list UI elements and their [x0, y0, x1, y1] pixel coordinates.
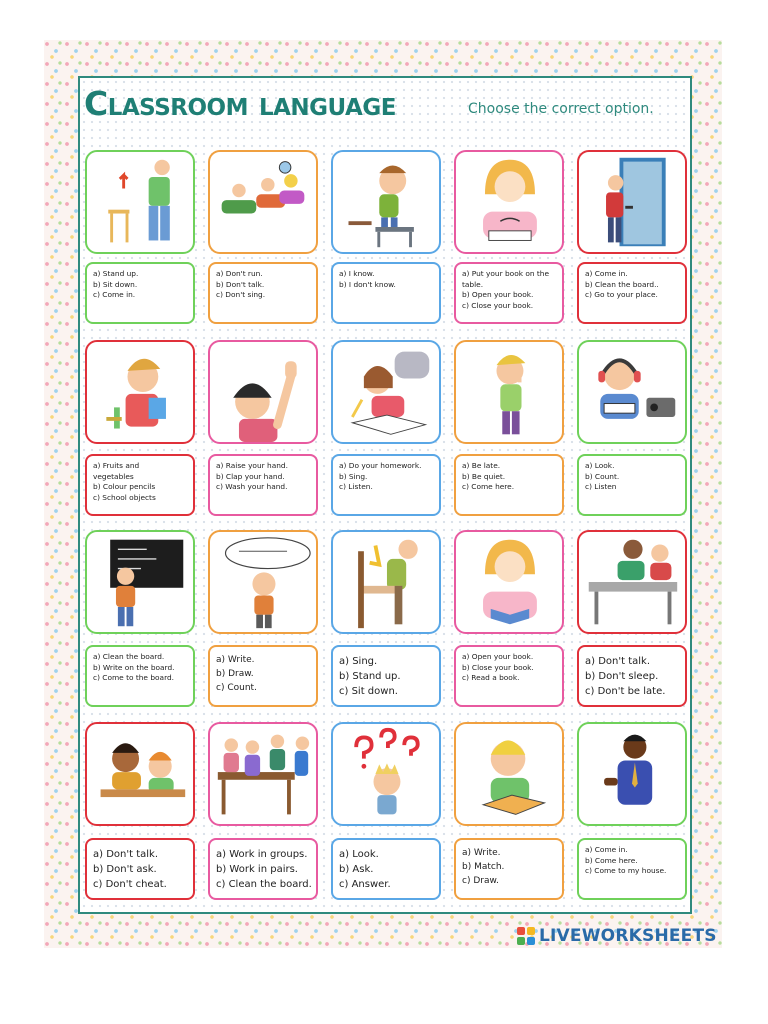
option-line: b) Don't sleep. — [585, 671, 659, 682]
children-running-icon — [208, 150, 318, 254]
options-box — [85, 454, 195, 516]
option-line: c) Come to my house. — [585, 866, 667, 875]
option-line: c) Listen. — [339, 482, 373, 491]
option-line: b) Work in pairs. — [216, 864, 298, 875]
option-line: a) Fruits and — [93, 461, 140, 470]
option-line: a) Come in. — [585, 269, 628, 278]
option-line: b) Sit down. — [93, 279, 138, 289]
man-sitting-down-icon — [331, 530, 441, 634]
girl-opening-book-icon — [454, 530, 564, 634]
boy-with-school-objects-icon — [85, 340, 195, 444]
option-line: b) Sing. — [339, 471, 368, 481]
options-box — [85, 645, 195, 707]
options-box — [208, 262, 318, 324]
options-box — [454, 454, 564, 516]
option-line: b) Don't talk. — [216, 279, 265, 289]
option-line: c) Come in. — [93, 290, 136, 299]
boy-thinking-icon — [331, 150, 441, 254]
option-line: c) Listen — [585, 482, 617, 491]
options-box — [454, 262, 564, 324]
option-line: a) Open your book. — [462, 652, 534, 661]
options-box — [577, 838, 687, 900]
option-line: a) Stand up. — [93, 269, 139, 278]
option-line: c) Read a book. — [462, 673, 520, 682]
option-line: b) Count. — [585, 471, 620, 481]
option-line: b) Clean the board.. — [585, 279, 659, 289]
options-box — [331, 838, 441, 900]
option-line: a) Don't talk. — [93, 849, 159, 860]
boy-matching-icon — [454, 722, 564, 826]
option-line: a) Raise your hand. — [216, 461, 288, 470]
boy-counting-icon — [208, 530, 318, 634]
options-box — [331, 645, 441, 707]
option-line: b) Ask. — [339, 864, 374, 875]
option-line: a) Come in. — [585, 845, 628, 854]
option-line: b) Write on the board. — [93, 662, 175, 672]
option-line: c) Draw. — [462, 876, 499, 886]
option-line: a) Do your homework. — [339, 461, 422, 470]
option-line: c) Don't cheat. — [93, 879, 167, 890]
option-line: a) Be late. — [462, 461, 501, 470]
options-box — [577, 645, 687, 707]
option-line: c) Don't be late. — [585, 686, 666, 697]
option-line: a) Don't talk. — [585, 656, 651, 667]
options-box — [208, 454, 318, 516]
pupil-standing-up-icon — [85, 150, 195, 254]
option-line: b) Close your book. — [462, 662, 534, 672]
option-line: c) Count. — [216, 683, 257, 693]
logo-mark-icon — [517, 927, 537, 945]
children-in-group-icon — [208, 722, 318, 826]
teacher-waving-icon — [577, 722, 687, 826]
option-line: b) I don't know. — [339, 279, 396, 289]
option-line: a) Look. — [585, 461, 615, 470]
option-line: c) Clean the board. — [216, 879, 312, 890]
boy-at-blackboard-icon — [85, 530, 195, 634]
option-line: c) Close your book. — [462, 300, 534, 310]
options-box — [454, 838, 564, 900]
options-box — [85, 262, 195, 324]
option-line: b) Draw. — [216, 669, 254, 679]
option-line: a) Clean the board. — [93, 652, 165, 661]
girl-closing-book-icon — [454, 150, 564, 254]
options-box — [331, 454, 441, 516]
pupils-sleeping-at-desk-icon — [577, 530, 687, 634]
options-box — [577, 454, 687, 516]
option-line: vegetables — [93, 471, 134, 481]
option-line: c) Answer. — [339, 879, 391, 890]
option-line: c) Don't sing. — [216, 290, 266, 299]
option-line: c) School objects — [93, 492, 156, 502]
options-box — [577, 262, 687, 324]
option-line: c) Come to the board. — [93, 673, 175, 682]
brand-name: LIVEWORKSHEETS — [539, 926, 717, 946]
option-line: a) Write. — [462, 848, 501, 858]
boy-at-door-icon — [577, 150, 687, 254]
options-box — [208, 838, 318, 900]
options-box — [208, 645, 318, 707]
girl-shushing-icon — [454, 340, 564, 444]
option-line: b) Stand up. — [339, 671, 401, 682]
children-cheating-icon — [85, 722, 195, 826]
options-box — [331, 262, 441, 324]
option-line: b) Come here. — [585, 855, 638, 865]
option-line: b) Clap your hand. — [216, 471, 285, 481]
option-line: b) Open your book. — [462, 290, 534, 299]
option-line: a) Sing. — [339, 656, 378, 667]
option-line: a) Write. — [216, 655, 255, 665]
girl-raising-hand-icon — [208, 340, 318, 444]
option-line: b) Don't ask. — [93, 864, 157, 875]
option-line: c) Go to your place. — [585, 290, 658, 299]
option-line: c) Wash your hand. — [216, 482, 288, 491]
instruction-text: Choose the correct option. — [468, 101, 654, 117]
option-line: a) Look. — [339, 849, 379, 860]
option-line: a) Work in groups. — [216, 849, 308, 860]
options-box — [85, 838, 195, 900]
liveworksheets-logo[interactable] — [517, 925, 717, 947]
boy-with-headphones-icon — [577, 340, 687, 444]
option-line: b) Be quiet. — [462, 471, 506, 481]
options-box — [454, 645, 564, 707]
option-line: b) Match. — [462, 862, 505, 872]
page-title: Classroom language — [84, 84, 396, 123]
option-line: c) Sit down. — [339, 686, 398, 697]
girl-writing-icon — [331, 340, 441, 444]
boy-with-question-marks-icon — [331, 722, 441, 826]
option-line: table. — [462, 279, 484, 289]
option-line: b) Colour pencils — [93, 482, 156, 491]
option-line: a) Don't run. — [216, 269, 263, 278]
option-line: a) I know. — [339, 269, 375, 278]
option-line: a) Put your book on the — [462, 269, 550, 278]
option-line: c) Come here. — [462, 482, 515, 491]
